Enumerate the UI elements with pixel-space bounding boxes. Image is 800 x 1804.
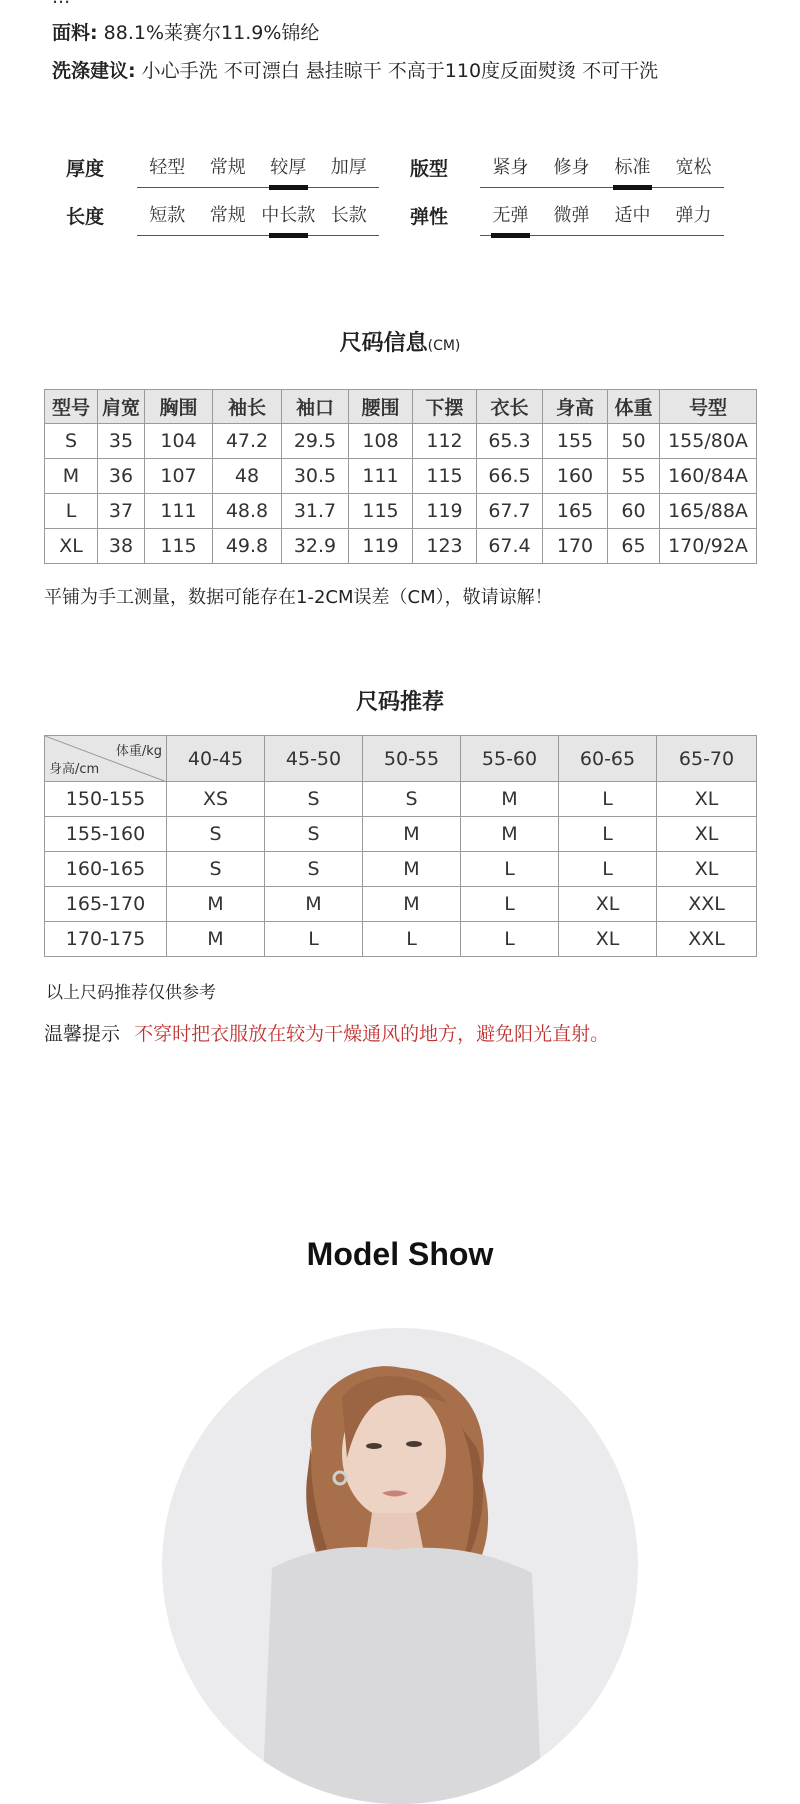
size-info-cell: 32.9 [282, 529, 349, 564]
thickness-option: 轻型 [149, 157, 186, 178]
size-info-cell: 49.8 [213, 529, 282, 564]
rec-size-cell: S [265, 817, 363, 852]
size-info-cell: S [45, 424, 98, 459]
rec-row [45, 817, 757, 852]
size-info-cell: 67.7 [477, 494, 543, 529]
size-info-cell: 155/80A [660, 424, 757, 459]
size-info-cell: 111 [145, 494, 213, 529]
care-tip-label: 温馨提示 [44, 1023, 121, 1045]
rec-size-cell: XL [657, 782, 757, 817]
thickness-option: 加厚 [330, 157, 367, 178]
rec-weight-header: 50-55 [363, 736, 461, 782]
care-tip-text: 不穿时把衣服放在较为干燥通风的地方，避免阳光直射。 [134, 1023, 610, 1045]
rec-row [45, 922, 757, 957]
size-info-cell: 107 [145, 459, 213, 494]
rec-height-cell: 155-160 [45, 817, 167, 852]
size-info-header-cell: 袖长 [213, 390, 282, 424]
rec-size-cell: S [167, 817, 265, 852]
size-info-cell: 29.5 [282, 424, 349, 459]
length-options [137, 201, 379, 236]
rec-size-cell: S [363, 782, 461, 817]
fit-option: 修身 [553, 157, 590, 178]
rec-size-cell: M [461, 782, 559, 817]
size-info-cell: 55 [608, 459, 660, 494]
size-info-cell: 119 [413, 494, 477, 529]
size-info-cell: 67.4 [477, 529, 543, 564]
rec-size-cell: XL [559, 887, 657, 922]
length-option: 长款 [330, 205, 367, 226]
length-option: 短款 [149, 205, 186, 226]
size-info-header-cell: 体重 [608, 390, 660, 424]
elasticity-option: 弹力 [675, 205, 712, 226]
size-info-cell: 115 [413, 459, 477, 494]
size-rec-title: 尺码推荐 [355, 690, 444, 715]
thickness-label: 厚度 [66, 158, 105, 180]
thickness-option: 常规 [209, 157, 246, 178]
rec-size-cell: L [461, 852, 559, 887]
size-info-cell: 123 [413, 529, 477, 564]
fit-option: 宽松 [675, 157, 712, 178]
rec-note: 以上尺码推荐仅供参考 [46, 983, 216, 1003]
size-info-title-text: 尺码信息 [339, 331, 428, 356]
size-info-header-cell: 下摆 [413, 390, 477, 424]
size-info-cell: 115 [349, 494, 413, 529]
model-photo [162, 1328, 638, 1804]
rec-weight-header: 55-60 [461, 736, 559, 782]
size-info-cell: M [45, 459, 98, 494]
size-info-cell: 31.7 [282, 494, 349, 529]
measurement-note: 平铺为手工测量，数据可能存在1-2CM误差（CM），敬请谅解！ [44, 587, 553, 608]
size-info-title [0, 326, 800, 357]
model-illustration [162, 1328, 638, 1804]
rec-size-cell: XL [559, 922, 657, 957]
size-info-cell: 165 [543, 494, 608, 529]
size-info-row [45, 424, 757, 459]
rec-height-cell: 165-170 [45, 887, 167, 922]
size-info-header-cell: 型号 [45, 390, 98, 424]
size-info-cell: 160 [543, 459, 608, 494]
partial-info-line [52, 0, 70, 8]
size-info-cell: 108 [349, 424, 413, 459]
size-info-unit: (CM) [427, 338, 461, 354]
length-option-selected: 中长款 [258, 201, 319, 235]
rec-size-cell: XL [657, 852, 757, 887]
rec-size-cell: M [363, 817, 461, 852]
size-info-header-cell: 胸围 [145, 390, 213, 424]
rec-size-cell: L [559, 782, 657, 817]
size-info-cell: 37 [98, 494, 145, 529]
weight-axis-label: 体重/kg [115, 744, 162, 759]
size-info-header-cell: 身高 [543, 390, 608, 424]
size-info-header-cell: 肩宽 [98, 390, 145, 424]
rec-height-cell: 170-175 [45, 922, 167, 957]
size-info-cell: 60 [608, 494, 660, 529]
rec-corner-cell [45, 736, 167, 782]
size-rec-table [44, 735, 757, 957]
thickness-options [137, 153, 379, 188]
size-info-cell: L [45, 494, 98, 529]
rec-size-cell: L [559, 817, 657, 852]
rec-size-cell: XS [167, 782, 265, 817]
rec-size-cell: M [265, 887, 363, 922]
fit-label: 版型 [410, 158, 449, 180]
size-info-header-cell: 袖口 [282, 390, 349, 424]
care-tip [44, 1019, 609, 1046]
rec-size-cell: M [363, 887, 461, 922]
size-info-cell: XL [45, 529, 98, 564]
rec-weight-header: 60-65 [559, 736, 657, 782]
rec-size-cell: L [363, 922, 461, 957]
wash-label: 洗涤建议 [52, 60, 129, 82]
material-label: 面料 [52, 22, 91, 44]
height-axis-label: 身高/cm [49, 762, 100, 777]
size-info-cell: 48.8 [213, 494, 282, 529]
rec-size-cell: XL [657, 817, 757, 852]
rec-height-cell: 150-155 [45, 782, 167, 817]
size-info-cell: 65 [608, 529, 660, 564]
fit-option: 紧身 [492, 157, 529, 178]
size-info-cell: 35 [98, 424, 145, 459]
rec-size-cell: L [461, 887, 559, 922]
fit-options [480, 153, 724, 188]
size-info-cell: 111 [349, 459, 413, 494]
elasticity-options [480, 201, 724, 236]
elasticity-option: 适中 [614, 205, 651, 226]
size-info-cell: 30.5 [282, 459, 349, 494]
size-info-cell: 50 [608, 424, 660, 459]
size-info-cell: 160/84A [660, 459, 757, 494]
size-info-cell: 36 [98, 459, 145, 494]
material-value: 88.1%莱赛尔11.9%锦纶 [103, 22, 320, 44]
elasticity-option: 微弹 [553, 205, 590, 226]
size-info-header-cell: 腰围 [349, 390, 413, 424]
size-info-cell: 165/88A [660, 494, 757, 529]
length-label: 长度 [66, 206, 105, 228]
rec-row [45, 782, 757, 817]
size-info-row [45, 459, 757, 494]
rec-size-cell: S [265, 852, 363, 887]
length-option: 常规 [209, 205, 246, 226]
rec-size-cell: M [167, 887, 265, 922]
rec-size-cell: M [167, 922, 265, 957]
size-info-cell: 170/92A [660, 529, 757, 564]
thickness-option-selected: 较厚 [258, 153, 319, 187]
size-info-cell: 48 [213, 459, 282, 494]
size-info-cell: 119 [349, 529, 413, 564]
rec-weight-header: 40-45 [167, 736, 265, 782]
wash-line: 洗涤建议: 小心手洗 不可漂白 悬挂晾干 不高于110度反面熨烫 不可干洗 [52, 60, 659, 82]
size-info-cell: 38 [98, 529, 145, 564]
rec-row [45, 852, 757, 887]
size-info-cell: 170 [543, 529, 608, 564]
wash-value: 小心手洗 不可漂白 悬挂晾干 不高于110度反面熨烫 不可干洗 [141, 60, 659, 82]
size-info-cell: 155 [543, 424, 608, 459]
size-info-row [45, 529, 757, 564]
rec-weight-header: 65-70 [657, 736, 757, 782]
rec-size-cell: S [265, 782, 363, 817]
size-info-header-cell: 衣长 [477, 390, 543, 424]
rec-size-cell: S [167, 852, 265, 887]
rec-size-cell: L [461, 922, 559, 957]
rec-size-cell: M [461, 817, 559, 852]
rec-size-cell: M [363, 852, 461, 887]
elasticity-option-selected: 无弹 [480, 201, 541, 235]
size-info-cell: 65.3 [477, 424, 543, 459]
size-info-cell: 112 [413, 424, 477, 459]
rec-size-cell: XXL [657, 887, 757, 922]
size-info-header-cell: 号型 [660, 390, 757, 424]
size-info-row [45, 494, 757, 529]
size-info-cell: 104 [145, 424, 213, 459]
rec-size-cell: XXL [657, 922, 757, 957]
size-info-table [44, 389, 757, 564]
material-line: 面料: 88.1%莱赛尔11.9%锦纶 [52, 22, 320, 44]
fit-option-selected: 标准 [602, 153, 663, 187]
size-info-cell: 66.5 [477, 459, 543, 494]
size-info-cell: 47.2 [213, 424, 282, 459]
elasticity-label: 弹性 [410, 206, 449, 228]
rec-row [45, 887, 757, 922]
rec-size-cell: L [559, 852, 657, 887]
rec-weight-header: 45-50 [265, 736, 363, 782]
rec-size-cell: L [265, 922, 363, 957]
size-info-cell: 115 [145, 529, 213, 564]
rec-height-cell: 160-165 [45, 852, 167, 887]
model-show-title: Model Show [306, 1236, 494, 1272]
